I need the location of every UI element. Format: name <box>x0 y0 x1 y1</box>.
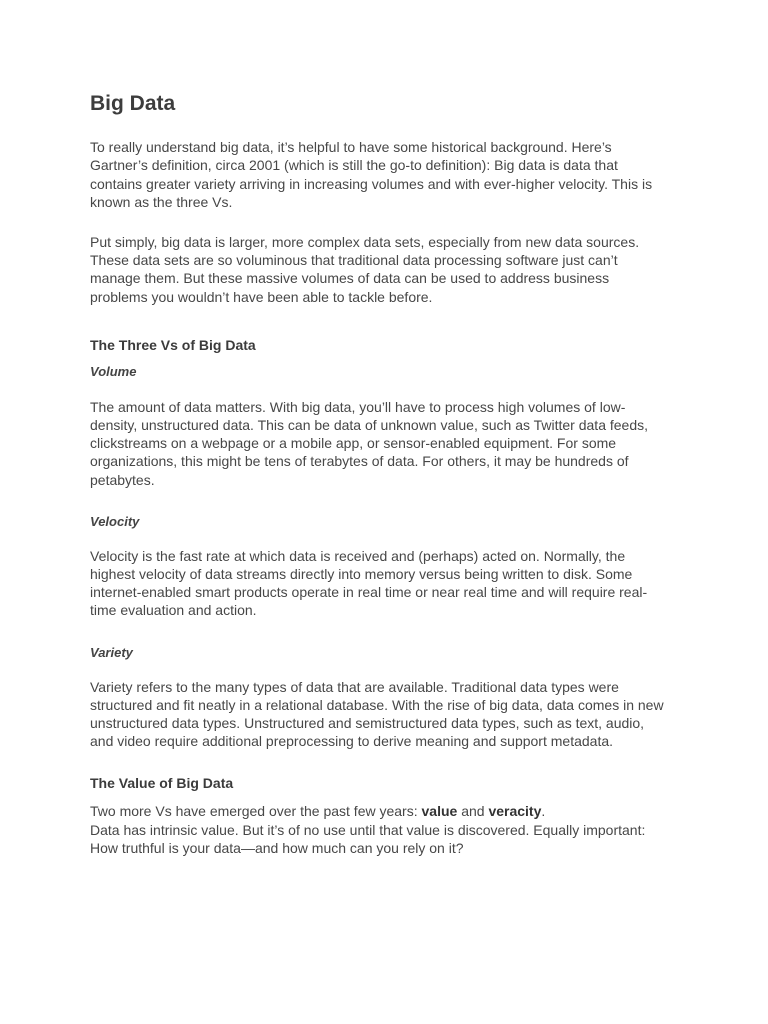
term-value: value <box>421 803 458 820</box>
spacer <box>90 380 678 398</box>
term-veracity: veracity <box>488 803 542 820</box>
variety-paragraph: Variety refers to the many types of data that are available. Traditional data types were structured and fit neatly in a relational database. With the rise of big data, data comes in new unstructured data types. Unstructured and semistructured data types, such as text, audio, and video require additional preprocessing to derive meaning and support metadata. <box>90 678 664 750</box>
subheading-velocity: Velocity <box>90 513 140 529</box>
spacer <box>90 661 678 678</box>
velocity-paragraph: Velocity is the fast rate at which data is received and (perhaps) acted on. Normally, the highest velocity of data streams directly into memory versus being written to disk. Some internet-enabled smart products operate in real time or near real time and will require real-time evaluation and action. <box>90 547 648 619</box>
section-heading-value: The Value of Big Data <box>90 775 234 792</box>
spacer <box>90 489 678 514</box>
subheading-volume: Volume <box>90 363 137 379</box>
value-line-prefix: Two more Vs have emerged over the past few years: <box>90 803 422 820</box>
spacer <box>90 354 678 364</box>
intro-paragraph-2: Put simply, big data is larger, more complex data sets, especially from new data sources. These data sets are so voluminous that traditional data processing software just can’t manage them. But these massive volumes of data can be used to address business problems you wouldn’t have been able to tackle before. <box>90 233 640 305</box>
spacer <box>90 792 678 802</box>
value-paragraph-line-1 <box>90 802 670 820</box>
value-paragraph-line-2: Data has intrinsic value. But it’s of no use until that value is discovered. Equally important: How truthful is your data—and how much can you rely on it? <box>90 821 646 856</box>
intro-paragraph-1: To really understand big data, it’s helpful to have some historical background. Here’s Gartner’s definition, circa 2001 (which is still the go-to definition): Big data is data that contains greater variety arriving in increasing volumes and with ever-higher velocity. This is known as the three Vs. <box>90 139 653 210</box>
subheading-variety: Variety <box>90 644 133 660</box>
volume-paragraph: The amount of data matters. With big data, you’ll have to process high volumes of low-density, unstructured data. This can be data of unknown value, such as Twitter data feeds, clickstreams on a webpage or a mobile app, or sensor-enabled equipment. For some organizations, this might be tens of terabytes of data. For others, it may be hundreds of petabytes. <box>90 398 649 488</box>
page-title: Big Data <box>90 92 176 115</box>
section-heading-three-vs: The Three Vs of Big Data <box>90 336 256 353</box>
spacer <box>90 211 678 233</box>
value-line-suffix: . <box>541 803 546 820</box>
value-line-and: and <box>457 803 489 820</box>
spacer <box>90 750 678 774</box>
spacer <box>90 306 678 336</box>
spacer <box>90 530 678 547</box>
spacer <box>90 620 678 645</box>
